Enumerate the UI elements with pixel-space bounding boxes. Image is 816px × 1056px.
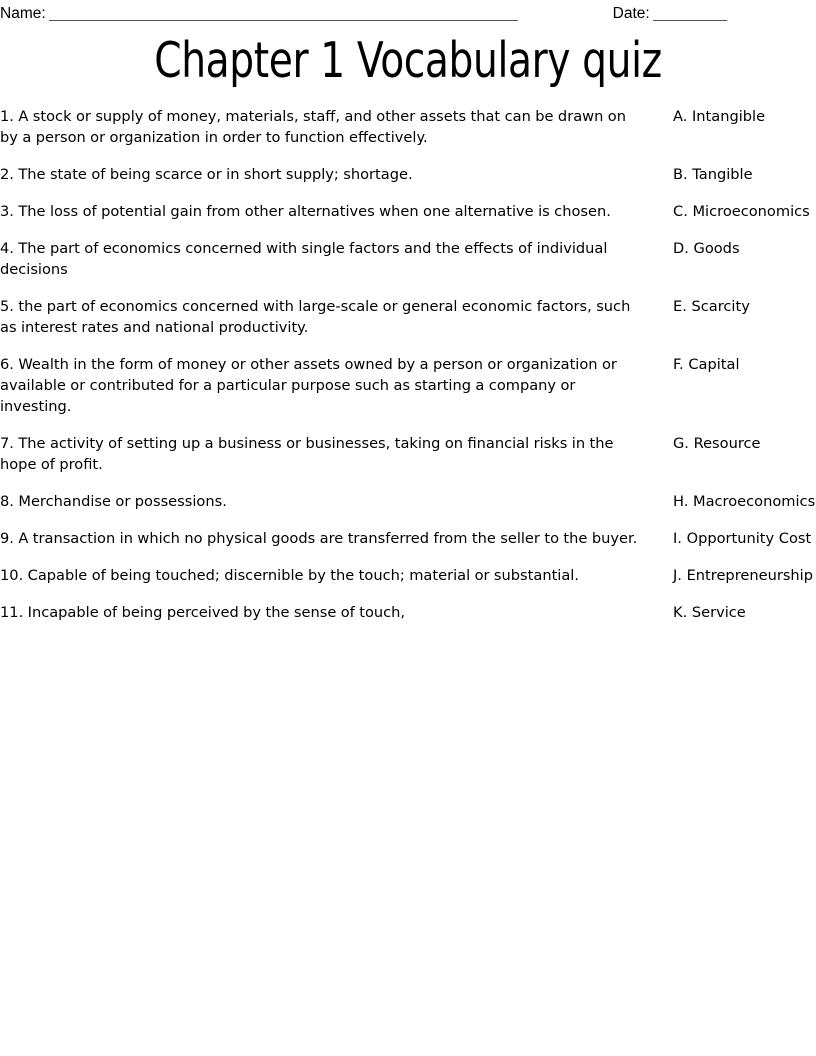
question-text: 7. The activity of setting up a business or businesses, taking on financial risks in the hope of profit. (0, 435, 614, 473)
answer-choice: B. Tangible (673, 166, 753, 183)
quiz-item-row (0, 565, 816, 586)
name-label: Name: (0, 5, 46, 22)
answer-choice: D. Goods (673, 240, 740, 257)
quiz-item-row (0, 164, 816, 185)
quiz-item-row (0, 354, 816, 417)
question-text: 1. A stock or supply of money, materials, staff, and other assets that can be drawn on by a person or organization in order to function effectively. (0, 108, 626, 146)
quiz-item-row (0, 433, 816, 475)
quiz-item-row (0, 491, 816, 512)
answer-choice: E. Scarcity (673, 298, 750, 315)
question-text: 5. the part of economics concerned with large-scale or general economic factors, such as interest rates and national productivity. (0, 298, 631, 336)
quiz-matching-list (0, 106, 816, 623)
quiz-item-row (0, 528, 816, 549)
date-write-in-line[interactable]: _________ (652, 5, 727, 22)
question-text: 3. The loss of potential gain from other alternatives when one alternative is chosen. (0, 203, 611, 220)
question-text: 2. The state of being scarce or in short supply; shortage. (0, 166, 413, 183)
answer-choice: F. Capital (673, 356, 740, 373)
question-text: 8. Merchandise or possessions. (0, 493, 227, 510)
quiz-item-row (0, 201, 816, 222)
question-text: 11. Incapable of being perceived by the sense of touch, (0, 604, 406, 621)
name-write-in-line[interactable]: _________________________________________________________ (48, 5, 518, 22)
student-info-header (0, 0, 816, 24)
answer-choice: I. Opportunity Cost (673, 530, 812, 547)
question-text: 4. The part of economics concerned with single factors and the effects of individual decisions (0, 240, 608, 278)
quiz-item-row (0, 296, 816, 338)
question-text: 6. Wealth in the form of money or other assets owned by a person or organization or available or contributed for a particular purpose such as starting a company or investing. (0, 356, 617, 415)
quiz-item-row (0, 106, 816, 148)
answer-choice: J. Entrepreneurship (673, 567, 814, 584)
quiz-item-row (0, 602, 816, 623)
page-title: Chapter 1 Vocabulary quiz (154, 32, 662, 89)
answer-choice: K. Service (673, 604, 746, 621)
answer-choice: A. Intangible (673, 108, 766, 125)
question-text: 9. A transaction in which no physical goods are transferred from the seller to the buyer. (0, 530, 638, 547)
quiz-item-row (0, 238, 816, 280)
date-label: Date: (612, 5, 650, 22)
answer-choice: H. Macroeconomics (673, 493, 816, 510)
answer-choice: C. Microeconomics (673, 203, 810, 220)
answer-choice: G. Resource (673, 435, 761, 452)
question-text: 10. Capable of being touched; discernible by the touch; material or substantial. (0, 567, 579, 584)
